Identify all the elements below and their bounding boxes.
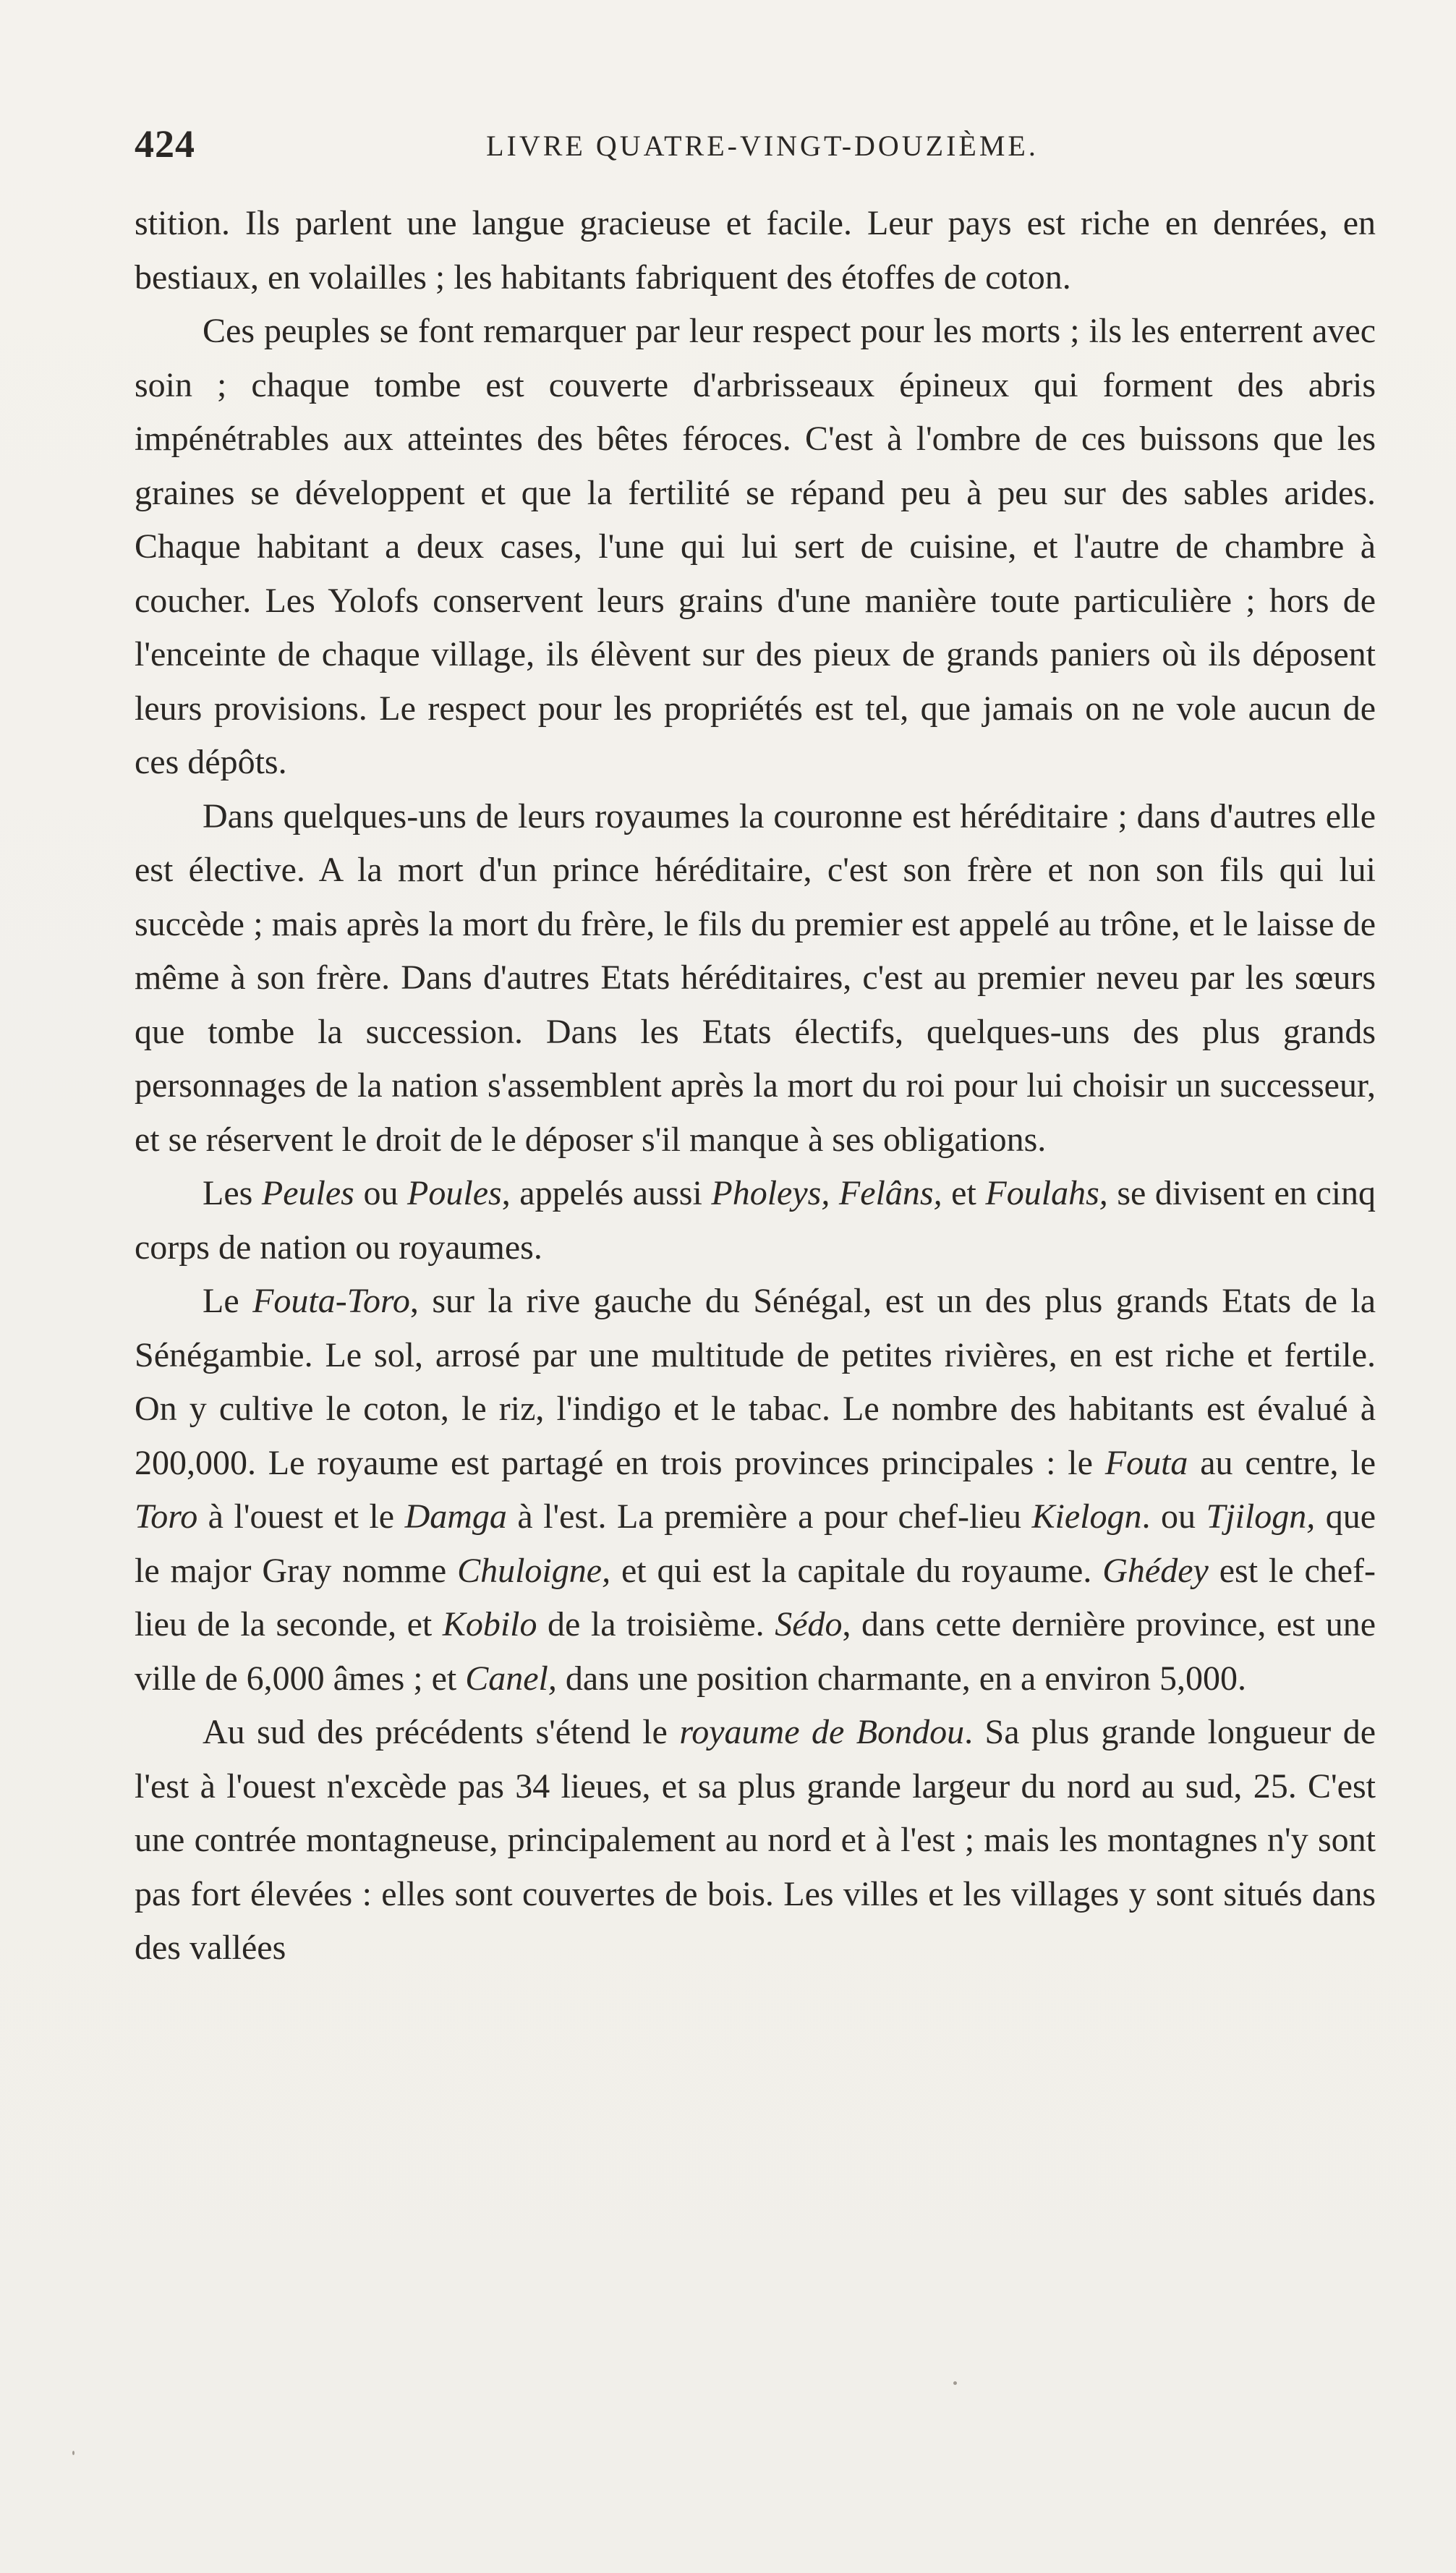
italic-term: Kobilo	[442, 1605, 537, 1643]
text-run: et qui est la capitale du royaume.	[610, 1551, 1103, 1590]
italic-term: Tjilogn,	[1206, 1497, 1316, 1536]
text-run: , dans cette dernière province, est une ville de 6,000 âmes ; et	[135, 1605, 1376, 1698]
italic-term: Pholeys, Felâns,	[711, 1174, 942, 1212]
running-head	[135, 122, 1376, 165]
italic-term: Peules	[261, 1174, 354, 1212]
italic-term: Fouta	[1104, 1443, 1188, 1482]
text-run: dans une position charmante, en a environ 5,000.	[556, 1659, 1246, 1698]
italic-term: royaume de Bondou	[679, 1713, 965, 1751]
italic-term: Damga	[404, 1497, 507, 1536]
text-run: stition. Ils parlent une langue gracieuse et facile. Leur pays est riche en denrées, en bestiaux, en volailles ; les habitants fabriquent des étoffes de coton.	[135, 204, 1376, 297]
text-run: et	[942, 1174, 986, 1212]
italic-term: Toro	[135, 1497, 198, 1536]
running-title: LIVRE QUATRE-VINGT-DOUZIÈME.	[486, 129, 1039, 162]
text-run: , sur la rive gauche du Sénégal, est un des plus grands Etats de la Sénégambie. Le sol, arrosé par une multitude de petites rivières, en est riche et fertile. On y cultive le coton, le riz, l'indigo et le tabac. Le nombre des habitants est évalué à 200,000. Le royaume est partagé en trois provinces principales : le	[135, 1282, 1376, 1482]
italic-term: Kielogn	[1031, 1497, 1142, 1536]
italic-term: Chuloigne,	[457, 1551, 611, 1590]
text-run: à l'ouest et le	[197, 1497, 405, 1536]
paragraph	[135, 1167, 1376, 1275]
text-run: ou	[354, 1174, 408, 1212]
text-run: . ou	[1141, 1497, 1206, 1536]
paragraph	[135, 1706, 1376, 1976]
text-run: que le major Gray nomme	[135, 1497, 1376, 1590]
text-run: . Sa plus grande longueur de l'est à l'ouest n'excède pas 34 lieues, et sa plus grande largeur du nord au sud, 25. C'est une contrée montagneuse, principalement au nord et à l'est ; mais les montagnes n'y sont pas fort élevées : elles sont couvertes de bois. Les villes et les villages y sont situés dans des vallées	[135, 1713, 1376, 1967]
text-run: Ces peuples se font remarquer par leur respect pour les morts ; ils les enterrent avec soin ; chaque tombe est couverte d'arbrisseaux épineux qui forment des abris impénétrables aux atteintes des bêtes féroces. C'est à l'ombre de ces buissons que les graines se développent et que la fertilité se répand peu à peu sur des sables arides. Chaque habitant a deux cases, l'une qui lui sert de cuisine, et l'autre de chambre à coucher. Les Yolofs conservent leurs grains d'une manière toute particulière ; hors de l'enceinte de chaque village, ils élèvent sur des pieux de grands paniers où ils déposent leurs provisions. Le respect pour les propriétés est tel, que jamais on ne vole aucun de ces dépôts.	[135, 312, 1376, 781]
paragraph	[135, 790, 1376, 1168]
page-number: 424	[135, 122, 195, 166]
body-text	[135, 197, 1376, 1976]
text-run: Le	[203, 1282, 253, 1320]
text-run: Au sud des précédents s'étend le	[203, 1713, 680, 1751]
paragraph	[135, 305, 1376, 790]
text-run: Dans quelques-uns de leurs royaumes la couronne est héréditaire ; dans d'autres elle est élective. A la mort d'un prince héréditaire, c'est son frère et non son fils qui lui succède ; mais après la mort du frère, le fils du premier est appelé au trône, et le laisse de même à son frère. Dans d'autres Etats héréditaires, c'est au premier neveu par les sœurs que tombe la succession. Dans les Etats électifs, quelques-uns des plus grands personnages de la nation s'assemblent après la mort du roi pour lui choisir un successeur, et se réservent le droit de le déposer s'il manque à ses obligations.	[135, 796, 1376, 1159]
text-run: est le chef-lieu de la seconde, et	[135, 1551, 1376, 1643]
text-run: au centre, le	[1188, 1443, 1376, 1482]
paragraph	[135, 197, 1376, 305]
paper-speck	[72, 2451, 74, 2455]
text-run: Les	[203, 1174, 262, 1212]
italic-term: Poules	[407, 1174, 502, 1212]
italic-term: Sédo	[775, 1605, 843, 1643]
text-run: , appelés aussi	[501, 1174, 712, 1212]
italic-term: Canel,	[465, 1659, 557, 1698]
italic-term: Ghédey	[1102, 1551, 1209, 1590]
text-run: à l'est. La première a pour chef-lieu	[506, 1497, 1032, 1536]
italic-term: Fouta-Toro	[252, 1282, 410, 1320]
italic-term: Foulahs,	[985, 1174, 1108, 1212]
paper-speck	[953, 2381, 957, 2385]
paragraph	[135, 1275, 1376, 1706]
text-run: se divisent en cinq corps de nation ou royaumes.	[135, 1174, 1376, 1267]
text-run: de la troisième.	[537, 1605, 775, 1643]
